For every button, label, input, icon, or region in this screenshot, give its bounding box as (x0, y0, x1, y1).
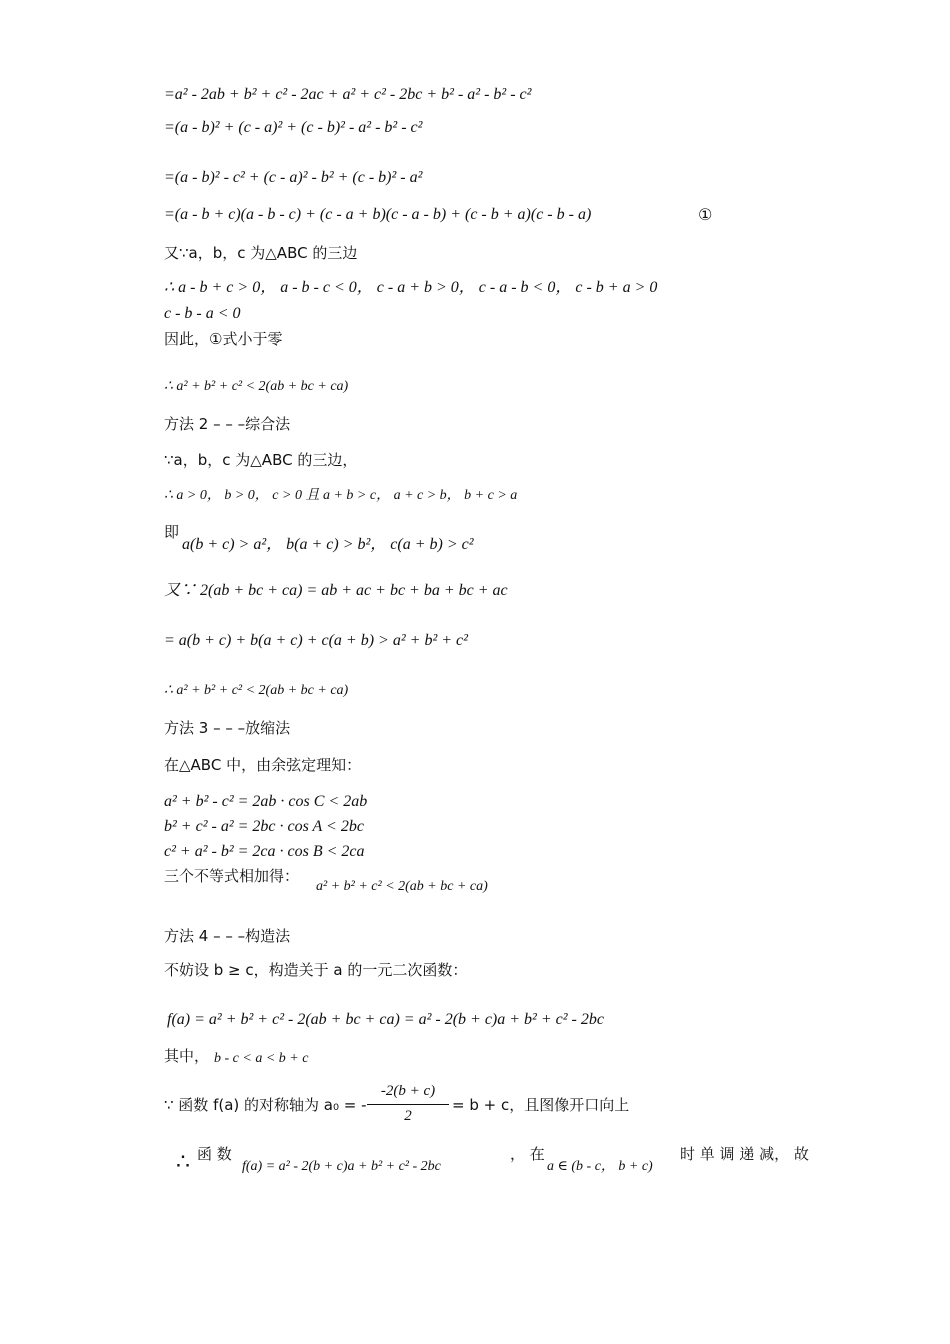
domain-label: 其中， (164, 1047, 210, 1065)
therefore-symbol: ∴ (176, 1150, 190, 1175)
method-2-heading: 方法 2 – – –综合法 (164, 415, 291, 433)
expansion-line-3: =(a - b)² - c² + (c - a)² - b² + (c - b)² - a² (164, 169, 423, 186)
domain-inequality: b - c < a < b + c (214, 1051, 309, 1066)
method-2-inequalities: a(b + c) > a²， b(a + c) > b²， c(a + b) > c² (182, 536, 474, 553)
cosine-law-1: a² + b² - c² = 2ab · cos C < 2ab (164, 793, 368, 810)
expansion-line-2: =(a - b)² + (c - a)² + (c - b)² - a² - b² - c² (164, 119, 423, 136)
result-inequality-1: ∴ a² + b² + c² < 2(ab + bc + ca) (164, 379, 349, 394)
result-inequality-2: ∴ a² + b² + c² < 2(ab + bc + ca) (164, 683, 349, 698)
conclusion-text: 因此，①式小于零 (164, 330, 283, 348)
fraction-numerator: -2(b + c) (380, 1083, 436, 1099)
quadratic-function: f(a) = a² + b² + c² - 2(ab + bc + ca) = a² - 2(b + c)a + b² + c² - 2bc (167, 1011, 604, 1028)
method-3-heading: 方法 3 – – –放缩法 (164, 719, 291, 737)
fraction-bar (367, 1104, 449, 1105)
axis-of-symmetry-text: ∵ 函数 f(a) 的对称轴为 a₀ = - (164, 1096, 367, 1114)
cosine-law-3: c² + a² - b² = 2ca · cos B < 2ca (164, 843, 365, 860)
method-3-sum-label: 三个不等式相加得： (164, 867, 300, 885)
monotonic-interval: a ∈ (b - c， b + c) (547, 1159, 653, 1174)
function-expression: f(a) = a² - 2(b + c)a + b² + c² - 2bc (242, 1159, 441, 1174)
method-4-heading: 方法 4 – – –构造法 (164, 927, 291, 945)
method-4-premise: 不妨设 b ≥ c，构造关于 a 的一元二次函数： (164, 961, 468, 979)
method-3-premise: 在△ABC 中，由余弦定理知： (164, 756, 362, 774)
sign-conditions: ∴ a - b + c > 0， a - b - c < 0， c - a + b > 0， c - a - b < 0， c - b + a > 0 (164, 279, 658, 296)
method-2-ji: 即 (164, 523, 180, 541)
method-2-premise: ∵a，b，c 为△ABC 的三边， (164, 451, 358, 469)
axis-result-text: = b + c，且图像开口向上 (452, 1096, 630, 1114)
fraction-denominator: 2 (404, 1108, 412, 1124)
method-2-conditions: ∴ a > 0， b > 0， c > 0 且 a + b > c， a + c > b， b + c > a (164, 488, 518, 503)
cosine-law-2: b² + c² - a² = 2bc · cos A < 2bc (164, 818, 364, 835)
sign-condition-extra: c - b - a < 0 (164, 305, 241, 322)
interval-label: ， 在 (510, 1145, 545, 1163)
result-inequality-3: a² + b² + c² < 2(ab + bc + ca) (316, 879, 488, 894)
expansion-line-1: =a² - 2ab + b² + c² - 2ac + a² + c² - 2bc + b² - a² - b² - c² (164, 86, 532, 103)
function-label: 函 数 (197, 1145, 232, 1163)
equation-marker: ① (698, 205, 713, 224)
expansion-line-4: =(a - b + c)(a - b - c) + (c - a + b)(c - a - b) + (c - b + a)(c - b - a) (164, 206, 592, 223)
triangle-premise: 又∵a，b，c 为△ABC 的三边 (164, 244, 358, 262)
monotonic-text: 时 单 调 递 减， 故 (680, 1145, 809, 1163)
method-2-bound: = a(b + c) + b(a + c) + c(a + b) > a² + b² + c² (164, 632, 468, 649)
method-2-sum: 又∵ 2(ab + bc + ca) = ab + ac + bc + ba + bc + ac (164, 582, 508, 599)
